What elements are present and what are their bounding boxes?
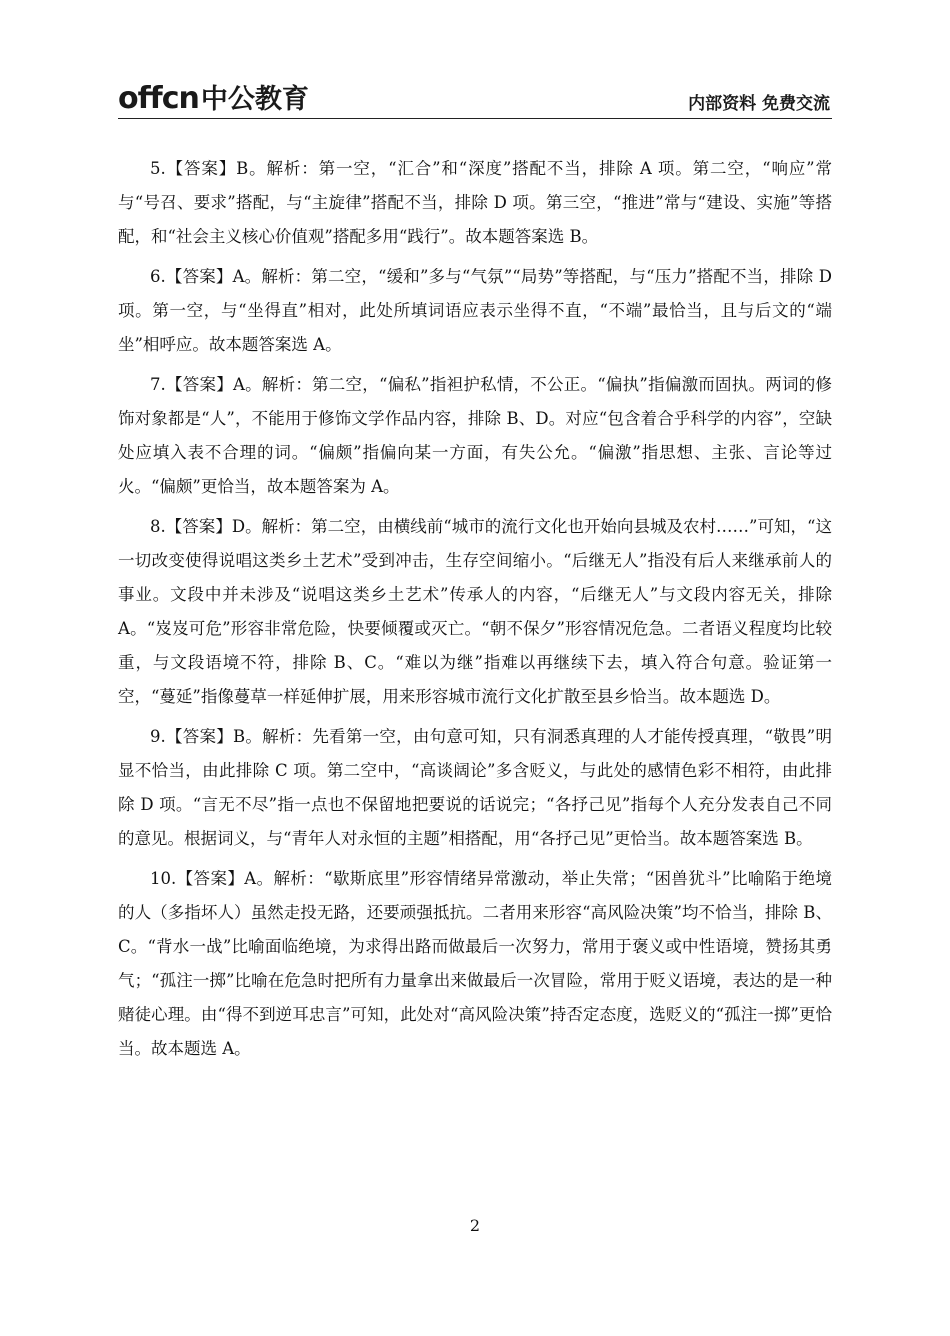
answer-paragraph-6: 6.【答案】A。解析：第二空，“缓和”多与“气氛”“局势”等搭配，与“压力”搭配不当，排除 D 项。第一空，与“坐得直”相对，此处所填词语应表示坐得不直，“不端”最恰当，且与后文的“端坐”相呼应。故本题答案选 A。 bbox=[118, 267, 832, 354]
logo-chinese-text: 中公教育 bbox=[200, 84, 309, 115]
header-notice: 内部资料 免费交流 bbox=[688, 94, 830, 114]
page-header bbox=[118, 80, 832, 119]
answer-paragraph-5: 5.【答案】B。解析：第一空，“汇合”和“深度”搭配不当，排除 A 项。第二空，“响应”常与“号召、要求”搭配，与“主旋律”搭配不当，排除 D 项。第三空，“推进”常与“建设、实施”等搭配，和“社会主义核心价值观”搭配多用“践行”。故本题答案选 B。 bbox=[118, 159, 832, 246]
answer-paragraph-9: 9.【答案】B。解析：先看第一空，由句意可知，只有洞悉真理的人才能传授真理，“敬畏”明显不恰当，由此排除 C 项。第二空中，“高谈阔论”多含贬义，与此处的感情色彩不相符，由此排除 D 项。“言无不尽”指一点也不保留地把要说的话说完；“各抒己见”指每个人充分发表自己不同的意见。根据词义，与“青年人对永恒的主题”相搭配，用“各抒己见”更恰当。故本题答案选 B。 bbox=[118, 727, 832, 848]
answer-paragraph-8: 8.【答案】D。解析：第二空，由横线前“城市的流行文化也开始向县城及农村……”可知，“这一切改变使得说唱这类乡土艺术”受到冲击，生存空间缩小。“后继无人”指没有后人来继承前人的事业。文段中并未涉及“说唱这类乡土艺术”传承人的内容，“后继无人”与文段内容无关，排除 A。“岌岌可危”形容非常危险，快要倾覆或灭亡。“朝不保夕”形容情况危急。二者语义程度均比较重，与文段语境不符，排除 B、C。“难以为继”指难以再继续下去，填入符合句意。验证第一空，“蔓延”指像蔓草一样延伸扩展，用来形容城市流行文化扩散至县乡恰当。故本题选 D。 bbox=[118, 517, 832, 706]
answer-paragraph-7: 7.【答案】A。解析：第二空，“偏私”指袒护私情，不公正。“偏执”指偏激而固执。两词的修饰对象都是“人”，不能用于修饰文学作品内容，排除 B、D。对应“包含着合乎科学的内容”，空缺处应填入表不合理的词。“偏颇”指偏向某一方面，有失公允。“偏激”指思想、主张、言论等过火。“偏颇”更恰当，故本题答案为 A。 bbox=[118, 375, 832, 496]
offcn-logo bbox=[118, 77, 309, 116]
page-number: 2 bbox=[469, 1216, 481, 1235]
answer-explanations bbox=[118, 152, 832, 1072]
logo-latin-text: offcn bbox=[118, 81, 199, 116]
answer-paragraph-10: 10.【答案】A。解析：“歇斯底里”形容情绪异常激动，举止失常；“困兽犹斗”比喻陷于绝境的人（多指坏人）虽然走投无路，还要顽强抵抗。二者用来形容“高风险决策”均不恰当，排除 B、C。“背水一战”比喻面临绝境，为求得出路而做最后一次努力，常用于褒义或中性语境，赞扬其勇气；“孤注一掷”比喻在危急时把所有力量拿出来做最后一次冒险，常用于贬义语境，表达的是一种赌徒心理。由“得不到逆耳忠言”可知，此处对“高风险决策”持否定态度，选贬义的“孤注一掷”更恰当。故本题选 A。 bbox=[118, 869, 832, 1058]
